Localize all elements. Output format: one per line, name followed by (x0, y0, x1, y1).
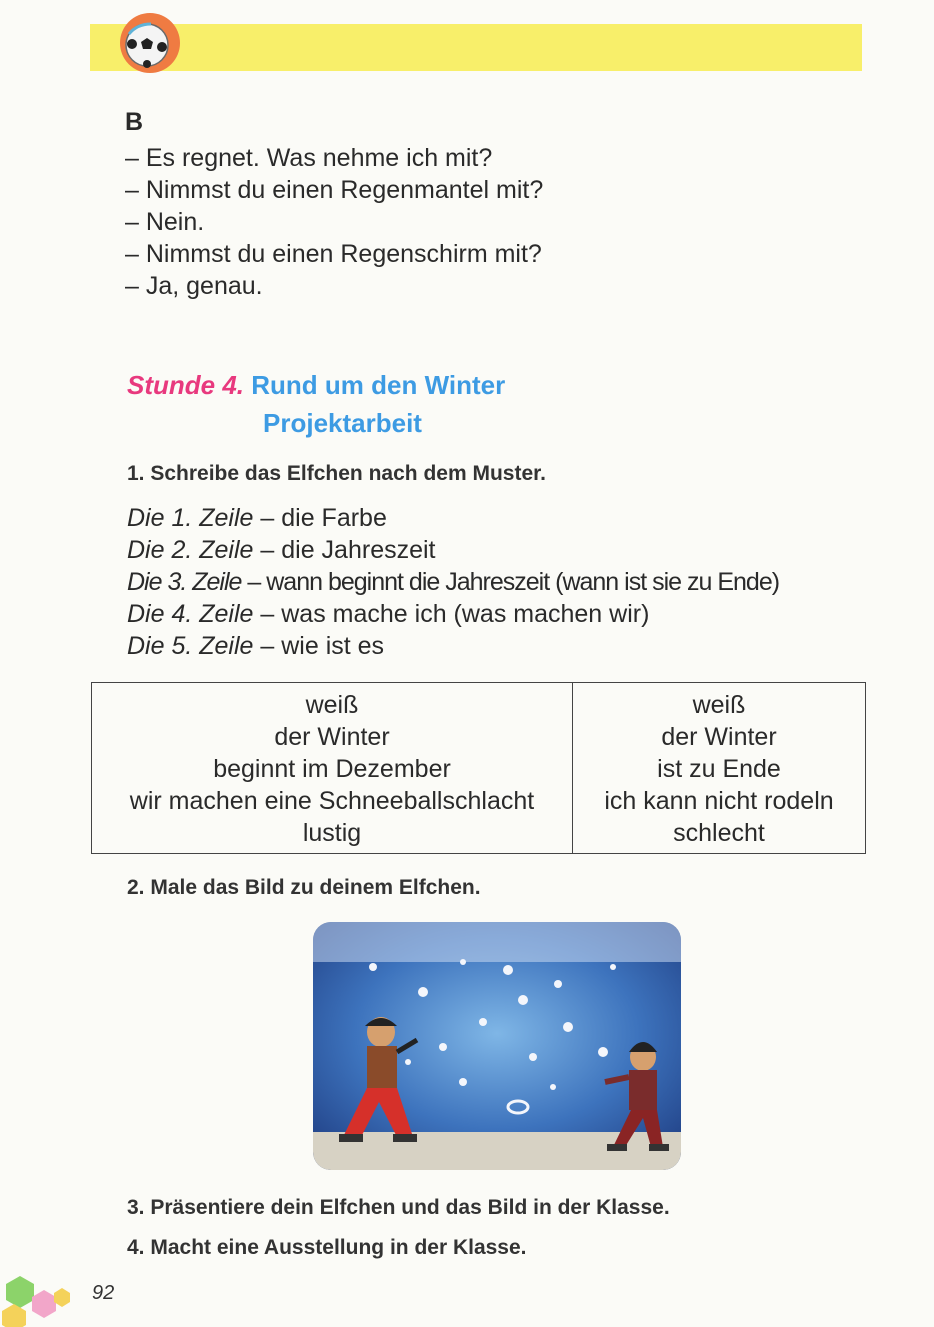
winter-painting (313, 922, 681, 1170)
rule-line: Die 2. Zeile (127, 536, 254, 564)
elfchen-line: beginnt im Dezember (213, 755, 451, 783)
rule-text: – die Farbe (253, 504, 387, 532)
elfchen-line: der Winter (661, 723, 777, 751)
task-2: 2. Male das Bild zu deinem Elfchen. (127, 876, 481, 899)
task-3: 3. Präsentiere dein Elfchen und das Bild in der Klasse. (127, 1196, 670, 1219)
rule-text: – was mache ich (was machen wir) (253, 600, 650, 628)
elfchen-left (92, 683, 573, 854)
lesson-title: Rund um den Winter (251, 370, 506, 400)
elfchen-line: der Winter (274, 723, 390, 751)
elfchen-line: ich kann nicht rodeln (604, 787, 834, 815)
hexagon-decoration (0, 1266, 80, 1327)
elfchen-line: schlecht (673, 819, 765, 847)
rule-text: – wann beginnt die Jahreszeit (wann ist sie zu Ende) (241, 568, 780, 596)
dialogue-line: – Nein. (125, 208, 205, 236)
dialogue-label: B (125, 108, 144, 136)
elfchen-rules (127, 502, 779, 662)
elfchen-line: wir machen eine Schneeballschlacht (129, 787, 535, 815)
dialogue-line: – Es regnet. Was nehme ich mit? (125, 144, 493, 172)
header-band (90, 24, 862, 71)
lesson-number: Stunde 4. (127, 370, 245, 400)
lesson-subtitle: Projektarbeit (263, 408, 422, 438)
dialogue-line: – Nimmst du einen Regenschirm mit? (125, 240, 542, 268)
rule-line: Die 5. Zeile (127, 632, 254, 660)
lesson-heading (127, 366, 505, 442)
elfchen-line: lustig (302, 819, 362, 847)
dialogue-line: – Ja, genau. (125, 272, 263, 300)
rule-line: Die 3. Zeile (127, 568, 242, 596)
elfchen-line: weiß (305, 691, 359, 719)
rule-line: Die 4. Zeile (127, 600, 254, 628)
rule-text: – wie ist es (253, 632, 385, 660)
task-1: 1. Schreibe das Elfchen nach dem Muster. (127, 462, 546, 485)
elfchen-line: weiß (692, 691, 746, 719)
dialogue-b (125, 108, 543, 302)
rule-line: Die 1. Zeile (127, 504, 254, 532)
rule-text: – die Jahreszeit (253, 536, 436, 564)
elfchen-table (91, 682, 866, 854)
elfchen-right (573, 683, 866, 854)
dialogue-line: – Nimmst du einen Regenmantel mit? (125, 176, 544, 204)
soccer-ball-icon (117, 12, 183, 74)
elfchen-line: ist zu Ende (657, 755, 781, 783)
page-number: 92 (92, 1282, 115, 1304)
task-4: 4. Macht eine Ausstellung in der Klasse. (127, 1236, 527, 1259)
